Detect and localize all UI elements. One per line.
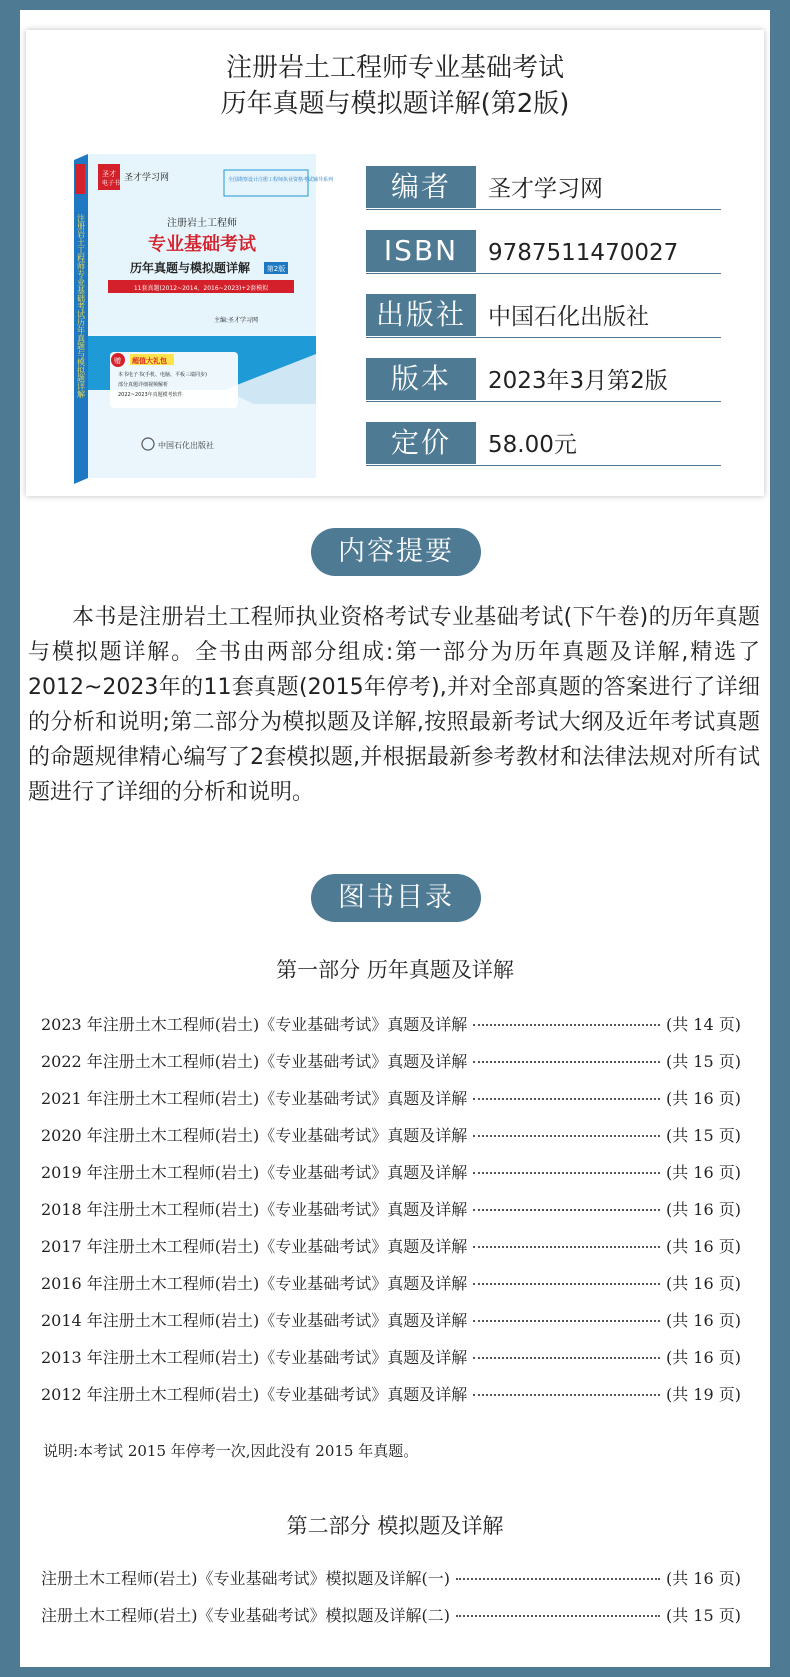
toc-item-pages: (共 16 页) — [665, 1200, 741, 1219]
info-label: 出版社 — [366, 294, 476, 336]
toc-item — [41, 1160, 741, 1197]
part1-toc-list — [41, 1012, 741, 1419]
book-info-table — [366, 166, 721, 486]
title-line-1: 注册岩土工程师专业基础考试 — [225, 53, 564, 83]
toc-item — [41, 1271, 741, 1308]
toc-item-title: 2021 年注册土木工程师(岩土)《专业基础考试》真题及详解 — [41, 1089, 468, 1108]
toc-leader-dots — [456, 1615, 660, 1617]
svg-text:电子书: 电子书 — [102, 180, 121, 187]
info-value: 2023年3月第2版 — [488, 368, 668, 394]
product-detail-page — [20, 10, 770, 1667]
toc-leader-dots — [473, 1246, 660, 1248]
toc-item-title: 2014 年注册土木工程师(岩土)《专业基础考试》真题及详解 — [41, 1311, 468, 1330]
toc-item-pages: (共 16 页) — [665, 1089, 741, 1108]
book-cover-image — [74, 154, 334, 484]
toc-item-title: 2018 年注册土木工程师(岩土)《专业基础考试》真题及详解 — [41, 1200, 468, 1219]
info-value: 圣才学习网 — [488, 176, 603, 202]
toc-item — [41, 1234, 741, 1271]
toc-item-title: 2020 年注册土木工程师(岩土)《专业基础考试》真题及详解 — [41, 1126, 468, 1145]
toc-item-title: 2022 年注册土木工程师(岩土)《专业基础考试》真题及详解 — [41, 1052, 468, 1071]
toc-item — [41, 1345, 741, 1382]
info-row-editor — [366, 166, 721, 210]
cover-press: 中国石化出版社 — [158, 441, 214, 450]
toc-item-title: 2016 年注册土木工程师(岩土)《专业基础考试》真题及详解 — [41, 1274, 468, 1293]
toc-item — [41, 1382, 741, 1419]
toc-item-pages: (共 15 页) — [665, 1126, 741, 1145]
svg-text:赠: 赠 — [114, 357, 121, 365]
toc-leader-dots — [473, 1209, 660, 1211]
toc-item-title: 2013 年注册土木工程师(岩土)《专业基础考试》真题及详解 — [41, 1348, 468, 1367]
toc-item-pages: (共 16 页) — [665, 1274, 741, 1293]
part2-toc-list — [41, 1566, 741, 1640]
summary-text: 本书是注册岩土工程师执业资格考试专业基础考试(下午卷)的历年真题与模拟题详解。全书由两部分组成:第一部分为历年真题及详解,精选了2012~2023年的11套真题(2015年停考),并对全部真题的答案进行了详细的分析和说明;第二部分为模拟题及详解,按照最新考试大纲及近年考试真题的命题规律精心编写了2套模拟题,并根据最新参考教材和法律法规对所有试题进行了详细的分析和说明。 — [28, 605, 760, 805]
toc-item — [41, 1049, 741, 1086]
cover-series: 全国勘察设计注册工程师执业资格考试辅导系列 — [228, 177, 334, 183]
info-label: 版本 — [366, 358, 476, 400]
cover-title-small: 注册岩土工程师 — [167, 218, 237, 229]
toc-item-title: 2017 年注册土木工程师(岩土)《专业基础考试》真题及详解 — [41, 1237, 468, 1256]
toc-leader-dots — [473, 1357, 660, 1359]
cover-edition-badge: 第2版 — [266, 265, 286, 273]
toc-item — [41, 1012, 741, 1049]
toc-item-pages: (共 16 页) — [665, 1348, 741, 1367]
toc-item — [41, 1566, 741, 1603]
toc-item-title: 注册土木工程师(岩土)《专业基础考试》模拟题及详解(一) — [41, 1569, 450, 1588]
cover-editor: 主编:圣才学习网 — [214, 317, 259, 324]
info-row-price — [366, 422, 721, 466]
cover-gift-line-2: 部分真题详细视频解析 — [118, 382, 169, 388]
spine-red-band — [75, 164, 85, 194]
cover-title-big: 专业基础考试 — [148, 234, 256, 255]
cover-gift-line-1: 本书电子书(手机、电脑、平板三端同步) — [118, 372, 207, 378]
toc-item-pages: (共 19 页) — [665, 1385, 741, 1404]
toc-item-pages: (共 14 页) — [665, 1015, 741, 1034]
info-row-publisher — [366, 294, 721, 338]
toc-leader-dots — [473, 1320, 660, 1322]
toc-item-pages: (共 16 页) — [665, 1311, 741, 1330]
toc-leader-dots — [473, 1172, 660, 1174]
toc-item-title: 2012 年注册土木工程师(岩土)《专业基础考试》真题及详解 — [41, 1385, 468, 1404]
info-value: 中国石化出版社 — [488, 304, 649, 330]
contents-heading: 图书目录 — [311, 874, 481, 922]
part1-title: 第一部分 历年真题及详解 — [276, 958, 514, 982]
cover-gift-line-3: 2022~2023年真题模考软件 — [118, 392, 183, 398]
toc-leader-dots — [473, 1061, 660, 1063]
toc-item-pages: (共 16 页) — [665, 1237, 741, 1256]
toc-item-pages: (共 15 页) — [665, 1606, 741, 1625]
info-label: 定价 — [366, 422, 476, 464]
toc-item-pages: (共 15 页) — [665, 1052, 741, 1071]
toc-item — [41, 1308, 741, 1345]
spine-title: 注册岩土工程师专业基础考试历年真题与模拟题详解 — [76, 214, 86, 398]
toc-leader-dots — [473, 1098, 660, 1100]
toc-leader-dots — [456, 1578, 660, 1580]
toc-item-title: 注册土木工程师(岩土)《专业基础考试》模拟题及详解(二) — [41, 1606, 450, 1625]
toc-item — [41, 1603, 741, 1640]
info-value: 58.00元 — [488, 432, 577, 458]
info-label: 编者 — [366, 166, 476, 208]
toc-item-pages: (共 16 页) — [665, 1569, 741, 1588]
toc-leader-dots — [473, 1024, 660, 1026]
toc-item — [41, 1086, 741, 1123]
toc-leader-dots — [473, 1135, 660, 1137]
cover-scope: 11套真题(2012~2014、2016~2023)+2套模拟 — [133, 285, 269, 292]
page-title — [26, 50, 764, 122]
summary-heading: 内容提要 — [311, 528, 481, 576]
toc-note: 说明:本考试 2015 年停考一次,因此没有 2015 年真题。 — [43, 1442, 419, 1460]
info-row-edition — [366, 358, 721, 402]
toc-item — [41, 1197, 741, 1234]
toc-leader-dots — [473, 1283, 660, 1285]
toc-item-title: 2023 年注册土木工程师(岩土)《专业基础考试》真题及详解 — [41, 1015, 468, 1034]
book-info-card — [26, 30, 764, 496]
toc-item-title: 2019 年注册土木工程师(岩土)《专业基础考试》真题及详解 — [41, 1163, 468, 1182]
toc-item — [41, 1123, 741, 1160]
cover-gift-title: 超值大礼包 — [132, 357, 167, 365]
svg-text:圣才: 圣才 — [102, 170, 116, 178]
toc-leader-dots — [473, 1394, 660, 1396]
toc-item-pages: (共 16 页) — [665, 1163, 741, 1182]
info-value: 9787511470027 — [488, 240, 679, 266]
info-row-isbn — [366, 230, 721, 274]
cover-subtitle: 历年真题与模拟题详解 — [129, 261, 251, 275]
part2-title: 第二部分 模拟题及详解 — [286, 1514, 504, 1538]
info-label: ISBN — [366, 230, 476, 272]
title-line-2: 历年真题与模拟题详解(第2版) — [220, 89, 570, 119]
cover-publisher-badge: 圣才学习网 — [124, 173, 170, 183]
